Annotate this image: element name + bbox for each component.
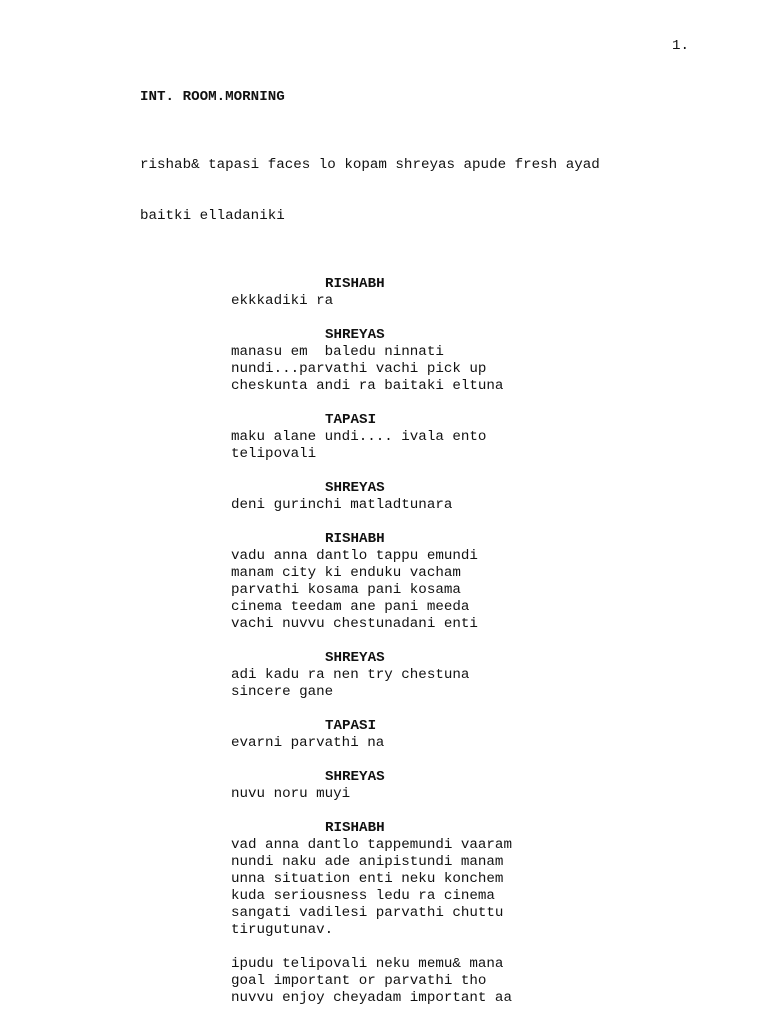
dialogue-line: adi kadu ra nen try chestuna: [231, 667, 470, 683]
character-name: RISHABH: [325, 820, 385, 836]
dialogue-line: unna situation enti neku konchem: [231, 871, 504, 887]
dialogue-line: evarni parvathi na: [231, 735, 385, 751]
action-line: rishab& tapasi faces lo kopam shreyas apude fresh ayad: [140, 157, 600, 173]
dialogue-paragraph: [140, 429, 700, 463]
dialogue-block: [140, 327, 700, 395]
dialogue-line: ekkkadiki ra: [231, 293, 334, 309]
character-name: TAPASI: [325, 718, 377, 734]
dialogue-paragraph: [140, 293, 700, 310]
dialogue-block: [140, 718, 700, 752]
dialogue-block: [140, 820, 700, 1007]
dialogue-line: nuvvu enjoy cheyadam important aa: [231, 990, 512, 1006]
dialogue-block: [140, 480, 700, 514]
character-name: SHREYAS: [325, 650, 385, 666]
dialogue-line: deni gurinchi matladtunara: [231, 497, 453, 513]
character-name: SHREYAS: [325, 480, 385, 496]
character-name: SHREYAS: [325, 769, 385, 785]
dialogue-line: vachi nuvvu chestunadani enti: [231, 616, 478, 632]
dialogue-paragraph: [140, 497, 700, 514]
dialogue-paragraph: [140, 837, 700, 939]
dialogue-line: tirugutunav.: [231, 922, 334, 938]
dialogue-paragraph: [140, 344, 700, 395]
character-name: SHREYAS: [325, 327, 385, 343]
action-paragraph: [140, 123, 700, 259]
dialogue-paragraph: [140, 548, 700, 633]
dialogue-line: vadu anna dantlo tappu emundi: [231, 548, 478, 564]
dialogue-block: [140, 650, 700, 701]
dialogue-line: manasu em baledu ninnati: [231, 344, 444, 360]
dialogue-container: [140, 276, 700, 1007]
dialogue-paragraph: [140, 667, 700, 701]
dialogue-block: [140, 412, 700, 463]
dialogue-line: parvathi kosama pani kosama: [231, 582, 461, 598]
dialogue-line: vad anna dantlo tappemundi vaaram: [231, 837, 512, 853]
dialogue-line: sangati vadilesi parvathi chuttu: [231, 905, 504, 921]
dialogue-line: sincere gane: [231, 684, 334, 700]
page-number: 1.: [672, 38, 690, 54]
screenplay-body: [140, 89, 700, 1024]
dialogue-block: [140, 769, 700, 803]
dialogue-line: nuvu noru muyi: [231, 786, 351, 802]
dialogue-line: telipovali: [231, 446, 317, 462]
dialogue-line: manam city ki enduku vacham: [231, 565, 461, 581]
dialogue-line: cinema teedam ane pani meeda: [231, 599, 470, 615]
dialogue-line: ipudu telipovali neku memu& mana: [231, 956, 504, 972]
dialogue-paragraph: [140, 956, 700, 1007]
dialogue-line: nundi...parvathi vachi pick up: [231, 361, 487, 377]
dialogue-line: cheskunta andi ra baitaki eltuna: [231, 378, 504, 394]
character-name: TAPASI: [325, 412, 377, 428]
dialogue-block: [140, 531, 700, 633]
dialogue-paragraph: [140, 786, 700, 803]
action-line: baitki elladaniki: [140, 208, 285, 224]
dialogue-paragraph: [140, 735, 700, 752]
character-name: RISHABH: [325, 276, 385, 292]
dialogue-line: kuda seriousness ledu ra cinema: [231, 888, 495, 904]
dialogue-line: maku alane undi.... ivala ento: [231, 429, 487, 445]
dialogue-block: [140, 276, 700, 310]
dialogue-line: nundi naku ade anipistundi manam: [231, 854, 504, 870]
scene-heading: INT. ROOM.MORNING: [140, 89, 285, 105]
character-name: RISHABH: [325, 531, 385, 547]
dialogue-line: goal important or parvathi tho: [231, 973, 487, 989]
